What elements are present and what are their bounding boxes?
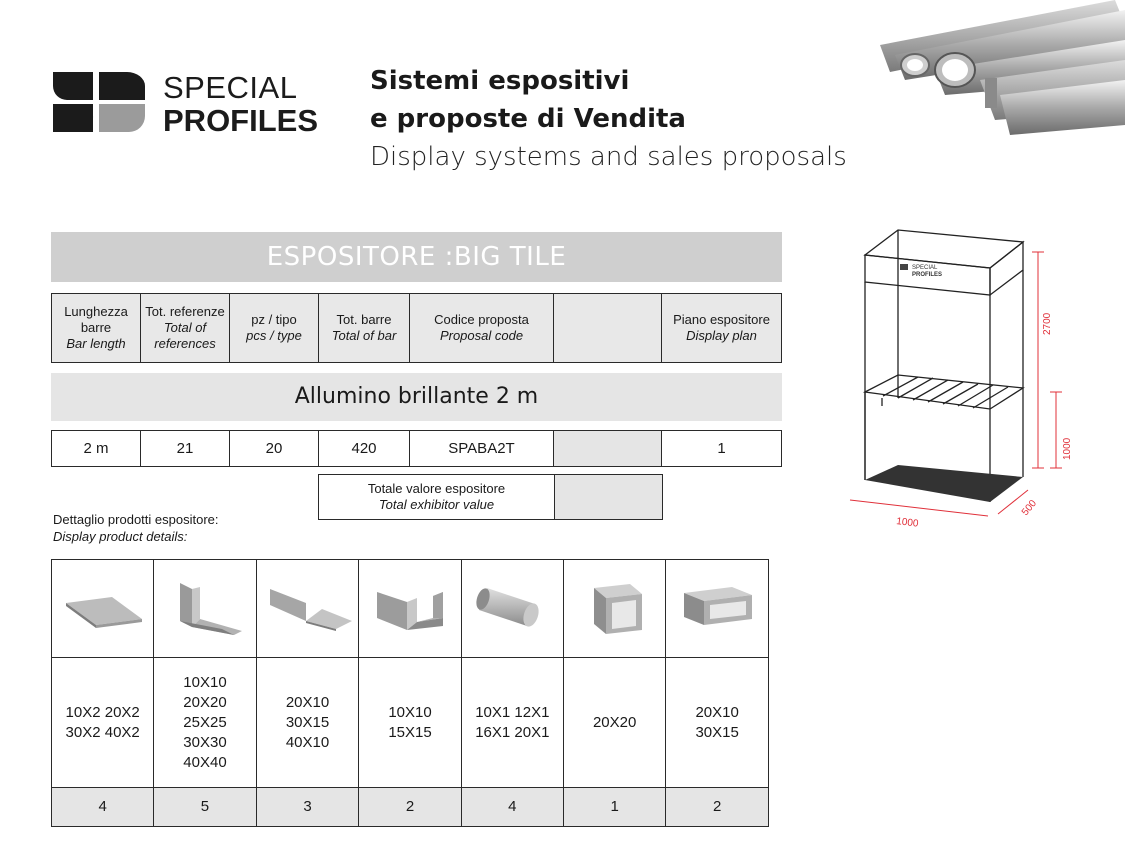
product-cell [154,560,256,658]
title-italian-line2: e proposte di Vendita [370,104,686,134]
product-cell [52,560,154,658]
product-qty: 5 [154,788,256,827]
product-sizes: 10X10 15X15 [359,658,461,788]
total-value-label: Totale valore espositore Total exhibitor value [319,475,555,520]
product-qty: 4 [461,788,563,827]
flat-bar-icon [60,581,146,631]
dim-height-total: 2700 [1042,312,1053,335]
col-display-plan: Piano espositore Display plan [662,294,782,363]
title-english: Display systems and sales proposals [370,142,847,172]
product-cell [666,560,769,658]
product-qty: 1 [564,788,666,827]
product-sizes: 20X10 30X15 [666,658,769,788]
details-label-en: Display product details: [53,529,188,544]
dim-depth: 500 [1019,498,1040,518]
col-empty [554,294,662,363]
value-bar-length: 2 m [52,431,141,467]
dim-width: 1000 [895,516,920,530]
value-proposal-code: SPABA2T [410,431,554,467]
display-stand-drawing [838,220,1098,540]
value-pcs-type: 20 [230,431,319,467]
brand-name-line1: SPECIAL [163,70,298,105]
metal-profiles-image [875,0,1125,135]
rectangular-tube-icon [672,581,762,631]
title-italian-line1: Sistemi espositivi [370,66,630,96]
unequal-angle-icon [262,581,354,631]
display-title-banner: ESPOSITORE :BIG TILE [51,232,782,282]
material-banner: Allumino brillante 2 m [51,373,782,421]
spec-values-table [51,430,782,467]
details-label-it: Dettaglio prodotti espositore: [53,512,219,527]
sign-text-1: SPECIAL [912,265,938,271]
brand-logo-icon [53,72,145,132]
product-cell [564,560,666,658]
product-sizes: 10X1 12X1 16X1 20X1 [461,658,563,788]
total-value-table [318,474,663,520]
product-cell [256,560,359,658]
product-sizes: 10X2 20X2 30X2 40X2 [52,658,154,788]
col-total-references: Tot. referenze Total of references [141,294,230,363]
value-display-plan: 1 [662,431,782,467]
dim-height-lower: 1000 [1062,437,1073,460]
value-total-references: 21 [141,431,230,467]
product-qty: 2 [359,788,461,827]
col-bar-length: Lunghezza barre Bar length [52,294,141,363]
product-cell [359,560,461,658]
col-pcs-type: pz / tipo pcs / type [230,294,319,363]
col-total-bars: Tot. barre Total of bar [319,294,410,363]
brand-name-line2: PROFILES [163,103,319,138]
product-sizes: 20X20 [564,658,666,788]
round-bar-icon [469,578,555,634]
sign-text-2: PROFILES [912,272,943,278]
u-channel-icon [367,578,453,634]
spec-header-table [51,293,782,363]
value-empty [554,431,662,467]
product-sizes: 10X10 20X20 25X25 30X30 40X40 [154,658,256,788]
value-total-bars: 420 [319,431,410,467]
angle-profile-icon [162,575,248,637]
products-table [51,559,769,827]
product-qty: 3 [256,788,359,827]
total-value-cell [555,475,663,520]
square-tube-icon [572,576,658,636]
col-proposal-code: Codice proposta Proposal code [410,294,554,363]
product-cell [461,560,563,658]
product-sizes: 20X10 30X15 40X10 [256,658,359,788]
product-qty: 4 [52,788,154,827]
product-qty: 2 [666,788,769,827]
